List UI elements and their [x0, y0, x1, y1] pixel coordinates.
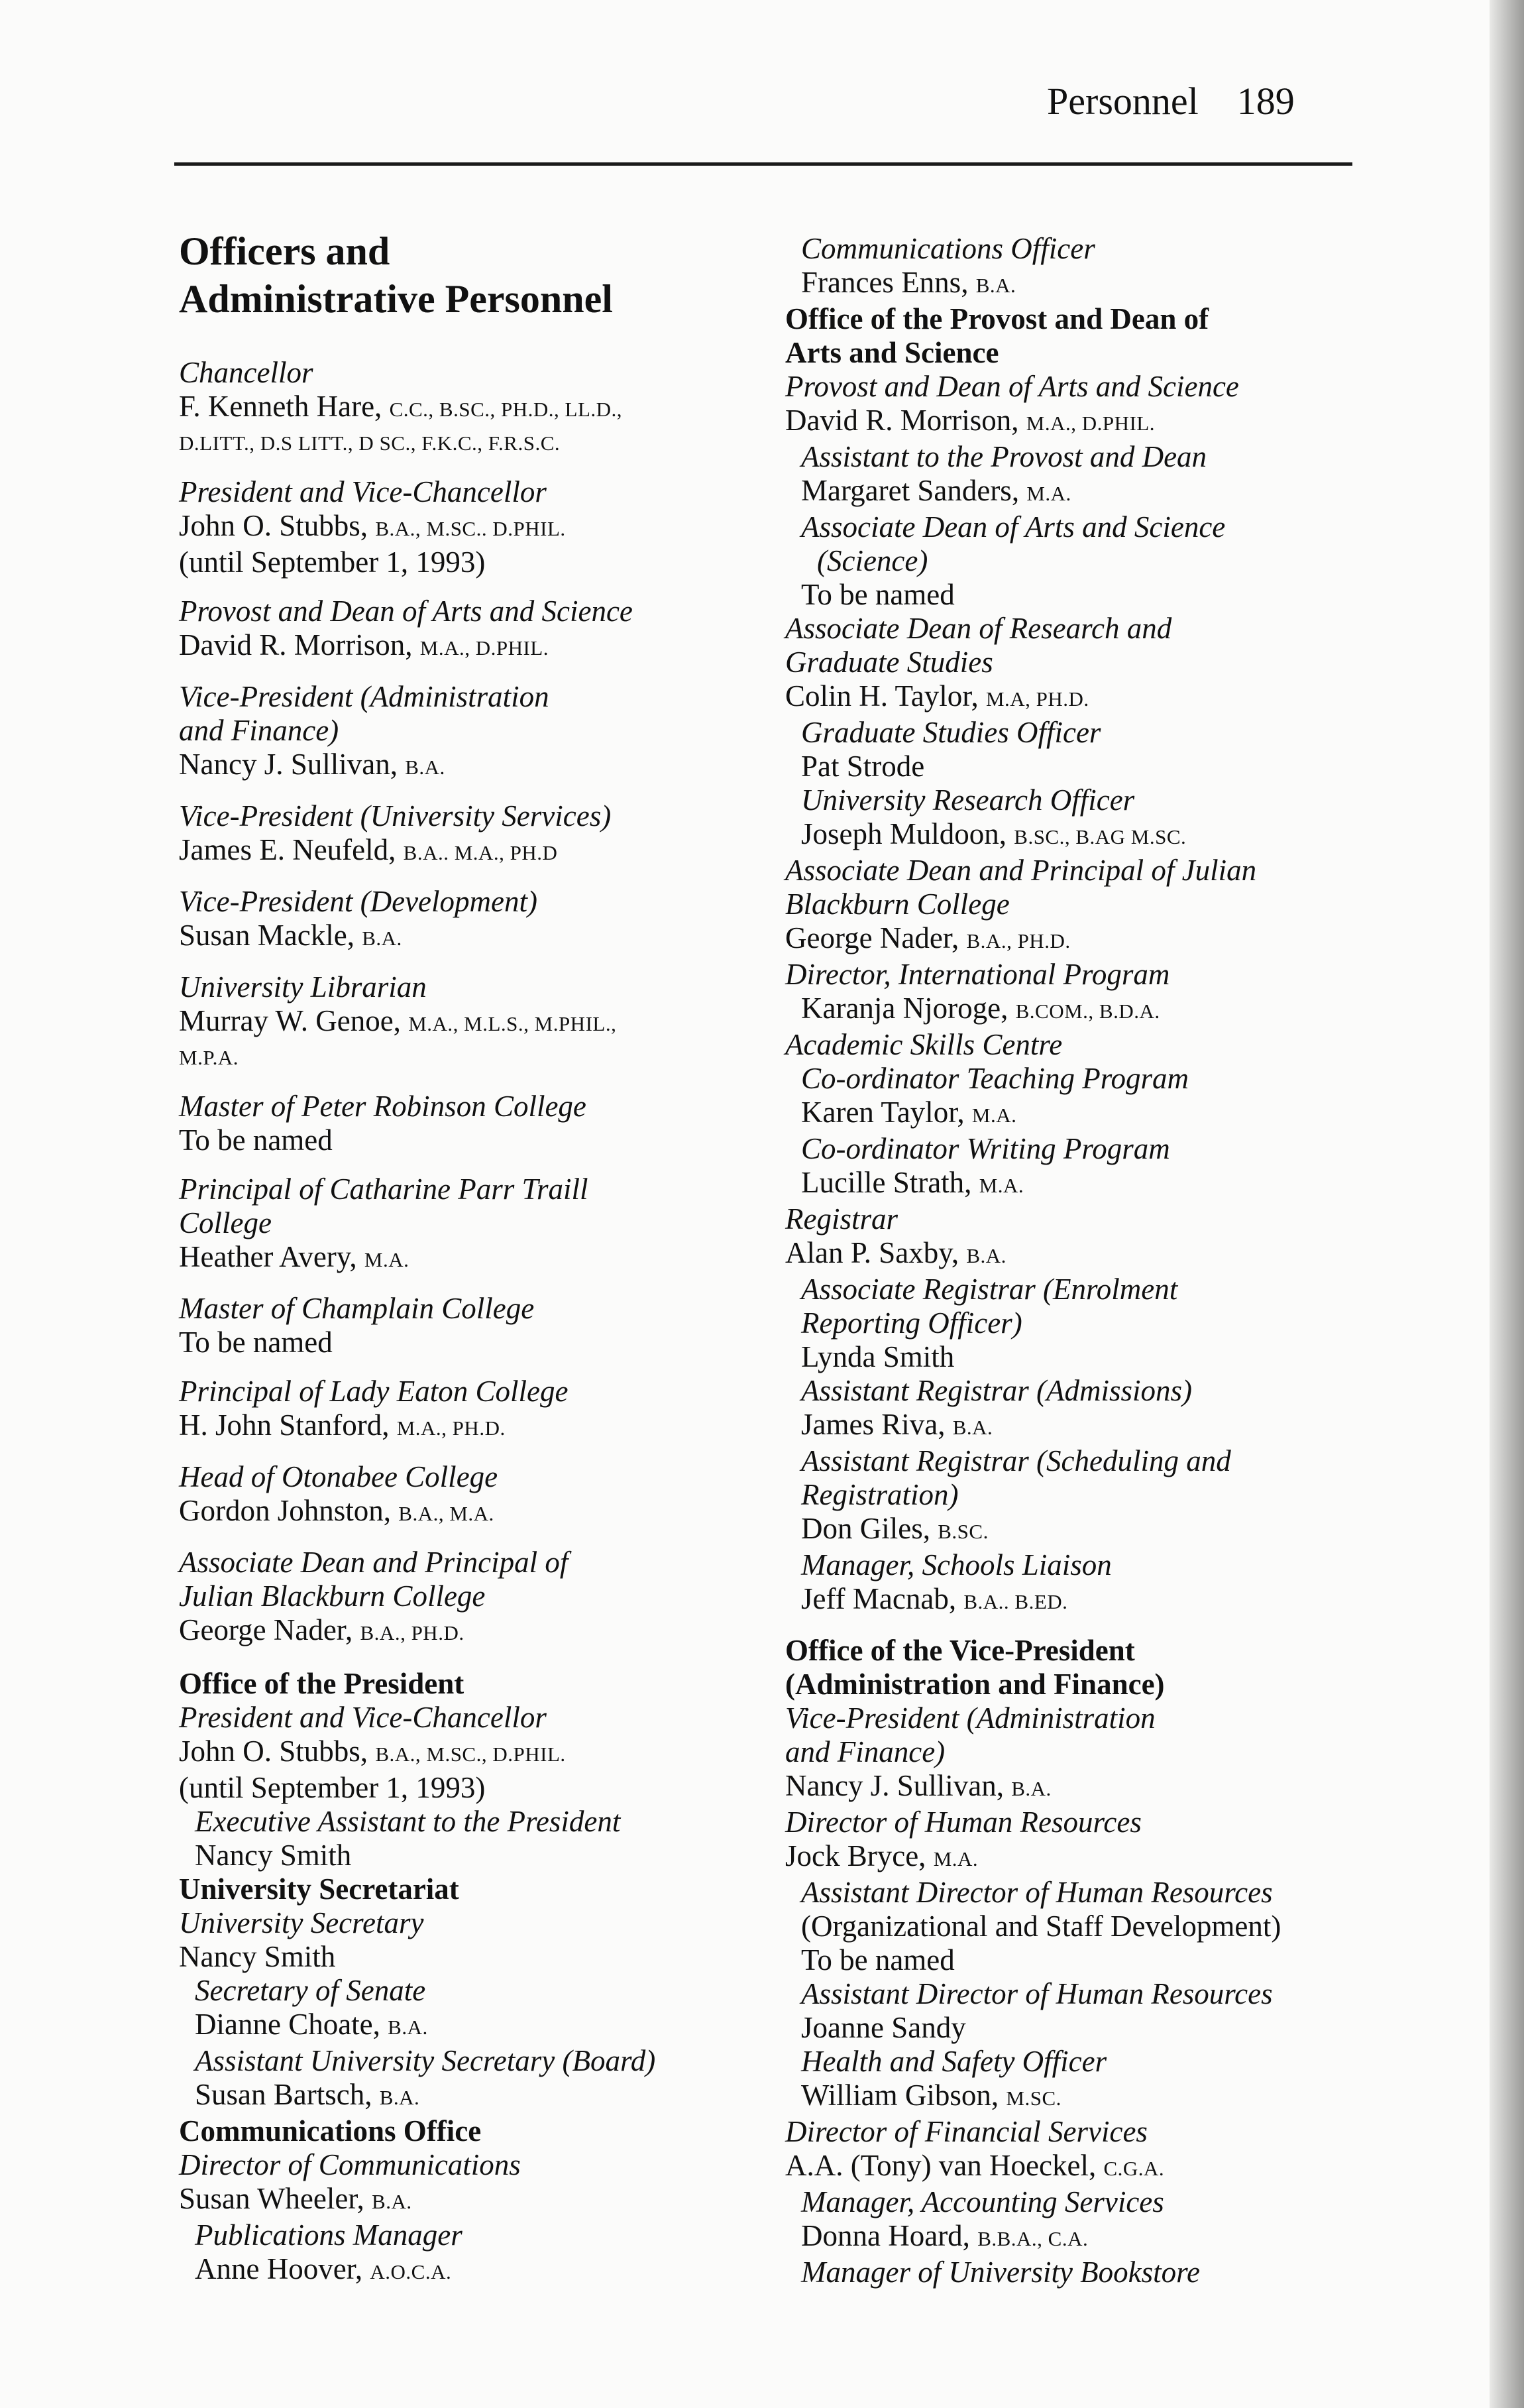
entry-champlain: Master of Champlain College To be named — [179, 1292, 535, 1359]
entry-vp-admin: Vice-President (Administration and Finance) Nancy J. Sullivan, B.A. — [179, 680, 549, 781]
entry-vp-dev: Vice-President (Development) Susan Mackle, B.A. — [179, 885, 537, 952]
entry-chancellor: Chancellor F. Kenneth Hare, C.C., B.SC., PH.D., LL.D., D.LITT., D.S LITT., D SC., F.K.C., F.R.S.C. — [179, 356, 623, 455]
page-number: 189 — [1236, 80, 1295, 123]
section-secretariat: University Secretariat University Secretary Nancy Smith Secretary of Senate Dianne Choate, B.A. Assistant University Secretary (Board) Susan Bartsch, B.A. — [179, 1872, 656, 2111]
entry-julian-left: Associate Dean and Principal of Julian Blackburn College George Nader, B.A., PH.D. — [179, 1546, 569, 1646]
section-provost-office: Office of the Provost and Dean of Arts and Science Provost and Dean of Arts and Science David R. Morrison, M.A., D.PHIL. Assistant to the Provost and Dean Margaret Sanders, M.A. Associate Dean of Arts and Science (Science) To be named — [785, 302, 1239, 611]
section-vp-office: Office of the Vice-President (Administration and Finance) Vice-President (Administration and Finance) Nancy J. Sullivan, B.A. Director of Human Resources Jock Bryce, M.A. Assistant Director of Human Resources (Organizational and Staff Development) To be named Assistant Director of Human Resources Joanne Sandy Health and Safety Officer William Gibson, M.SC. Director of Financial Services A.A. (Tony) van Hoeckel, C.G.A. Manager, Accounting Services Donna Hoard, B.B.A., C.A. Manager of University Bookstore — [785, 1634, 1281, 2289]
entry-librarian: University Librarian Murray W. Genoe, M.A., M.L.S., M.PHIL., M.P.A. — [179, 970, 617, 1069]
entry-research: Associate Dean of Research and Graduate Studies Colin H. Taylor, M.A, PH.D. Graduate Studies Officer Pat Strode University Research Officer Joseph Muldoon, B.SC., B.AG M.SC. — [785, 612, 1187, 850]
right-column — [785, 232, 1368, 2289]
section-communications: Communications Office Director of Communications Susan Wheeler, B.A. Publications Manager Anne Hoover, A.O.C.A. — [179, 2114, 521, 2285]
entry-otonabee: Head of Otonabee College Gordon Johnston, B.A., M.A. — [179, 1460, 498, 1527]
entry-skills: Academic Skills Centre Co-ordinator Teaching Program Karen Taylor, M.A. Co-ordinator Writing Program Lucille Strath, M.A. — [785, 1028, 1189, 1199]
entry-registrar: Registrar Alan P. Saxby, B.A. Associate Registrar (Enrolment Reporting Officer) Lynda Smith Assistant Registrar (Admissions) James Riva, B.A. Assistant Registrar (Scheduling and Registration) Don Giles, B.SC. Manager, Schools Liaison Jeff Macnab, B.A.. B.ED. — [785, 1202, 1231, 1615]
entry-president: President and Vice-Chancellor John O. Stubbs, B.A., M.SC.. D.PHIL. (until September 1, 1993) — [179, 475, 566, 579]
page-title: Officers and Administrative Personnel — [179, 229, 613, 321]
entry-intl: Director, International Program Karanja Njoroge, B.COM., B.D.A. — [785, 958, 1170, 1025]
running-head — [1047, 78, 1295, 125]
page-edge — [1490, 0, 1524, 2408]
entry-catharine: Principal of Catharine Parr Traill College Heather Avery, M.A. — [179, 1173, 588, 1273]
entry-provost: Provost and Dean of Arts and Science David R. Morrison, M.A., D.PHIL. — [179, 595, 633, 661]
entry-peter-robinson: Master of Peter Robinson College To be named — [179, 1090, 586, 1157]
section-office-president: Office of the President President and Vice-Chancellor John O. Stubbs, B.A., M.SC., D.PHIL. (until September 1, 1993) Executive Assistant to the President Nancy Smith — [179, 1667, 621, 1872]
entry-lady-eaton: Principal of Lady Eaton College H. John Stanford, M.A., PH.D. — [179, 1375, 569, 1442]
running-head-section: Personnel — [1047, 80, 1199, 123]
entry-vp-univ: Vice-President (University Services) James E. Neufeld, B.A.. M.A., PH.D — [179, 799, 612, 866]
entry-comm-officer: Communications Officer Frances Enns, B.A. — [801, 232, 1095, 299]
left-column — [179, 227, 775, 2289]
header-rule — [174, 162, 1352, 166]
entry-julian: Associate Dean and Principal of Julian Blackburn College George Nader, B.A., PH.D. — [785, 854, 1257, 954]
